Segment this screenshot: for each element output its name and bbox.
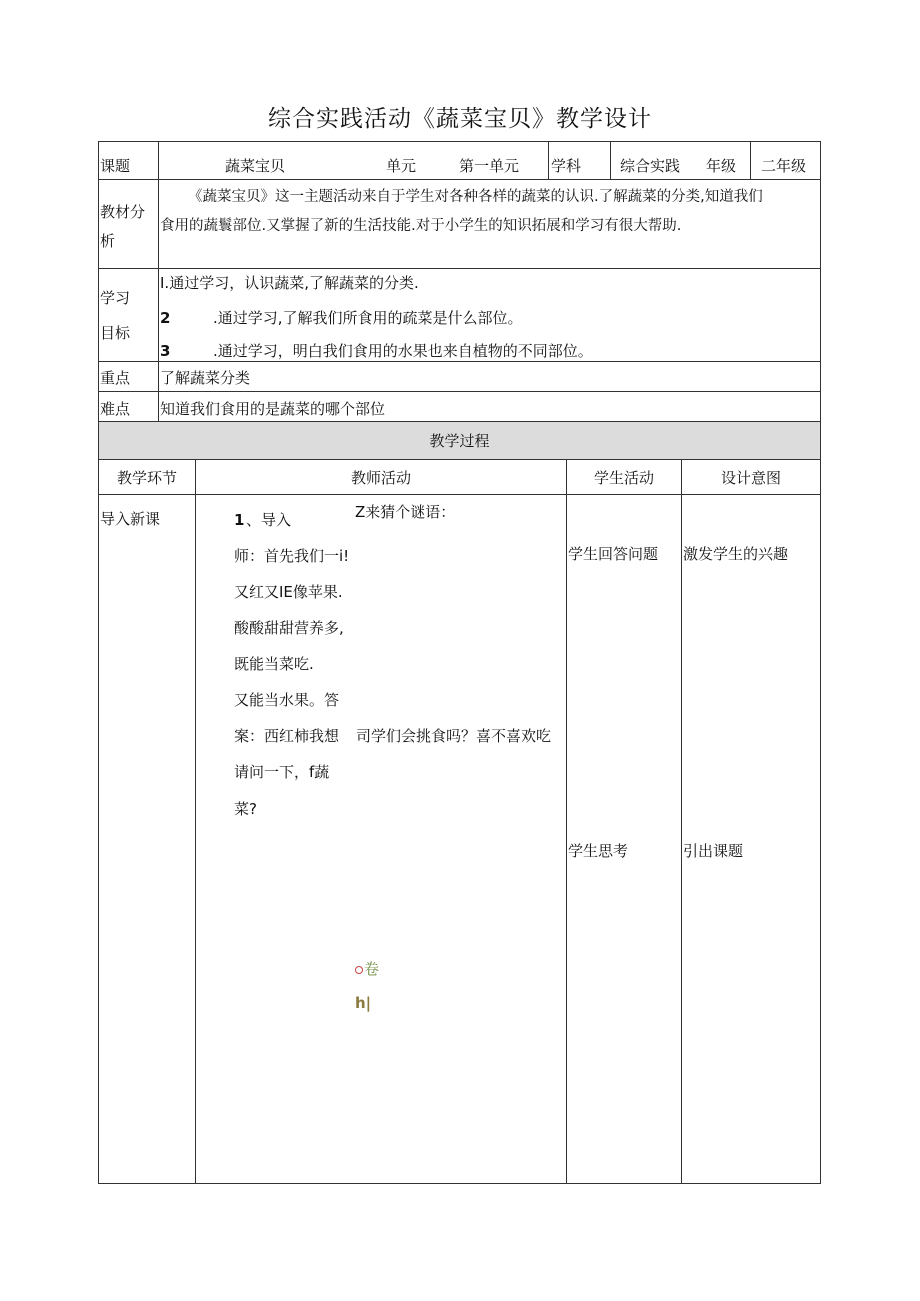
goal-1: I.通过学习，认识蔬菜,了解蔬菜的分类. (160, 274, 419, 292)
header-stage: 教学环节 (116, 469, 177, 487)
table-border-bottom (98, 1183, 821, 1184)
step-number: 1 (234, 511, 245, 529)
table-divider (610, 141, 611, 180)
teacher-line: 请问一下，f蔬 (234, 763, 330, 781)
table-divider (98, 494, 821, 495)
image-fragment (355, 958, 379, 979)
design-intent: 激发学生的兴趣 (683, 545, 789, 563)
teacher-line: 师：首先我们一i! (234, 547, 350, 565)
unit-value: 第一单元 (459, 157, 520, 175)
table-divider (98, 391, 821, 392)
teacher-line: 既能当菜吃. (234, 655, 314, 673)
student-activity: 学生思考 (568, 842, 629, 860)
image-fragment-text: 卷 (364, 960, 380, 978)
grade-label: 年级 (706, 157, 737, 175)
goals-label-cont: 目标 (100, 324, 131, 342)
stage-intro: 导入新课 (100, 510, 161, 528)
table-border-left (98, 141, 99, 1184)
table-border-top (98, 141, 821, 142)
goal-3: .通过学习，明白我们食用的水果也来自植物的不同部位。 (213, 342, 593, 360)
teacher-line-right: 司学们会挑食吗？喜不喜欢吃 (356, 727, 552, 745)
table-divider (195, 459, 196, 1184)
page-title: 综合实践活动《蔬菜宝贝》教学设计 (268, 106, 652, 132)
analysis-text-line-2: 食用的蔬鬟部位.又掌握了新的生活技能.对于小学生的知识拓展和学习有很大帮助. (160, 218, 682, 234)
table-divider (98, 361, 821, 362)
table-divider (681, 459, 682, 1184)
image-fragment-2: h| (355, 994, 372, 1012)
header-teacher: 教师活动 (350, 469, 411, 487)
process-title: 教学过程 (429, 432, 490, 450)
table-divider (548, 141, 549, 180)
teacher-line: 又能当水果。答 (234, 691, 340, 709)
table-divider (750, 141, 751, 180)
teacher-aside: Z来猜个谜语： (355, 503, 456, 521)
analysis-text-line-1: 《蔬菜宝贝》这一主题活动来自于学生对各种各样的蔬菜的认识.了解蔬菜的分类,知道我们 (188, 189, 763, 205)
subject-value: 综合实践 (620, 157, 681, 175)
student-activity: 学生回答问题 (568, 545, 659, 563)
goal-2: .通过学习,了解我们所食用的疏菜是什么部位。 (213, 309, 523, 327)
topic-value: 蔬菜宝贝 (225, 157, 286, 175)
dot-icon (355, 966, 363, 974)
teacher-line: 菜? (234, 800, 257, 818)
table-border-right (820, 141, 821, 1184)
difficulty-value: 知道我们食用的是蔬菜的哪个部位 (160, 400, 386, 418)
key-point-value: 了解蔬菜分类 (160, 369, 251, 387)
goal-3-number: 3 (160, 342, 171, 360)
subject-label: 学科 (551, 157, 582, 175)
analysis-label-cont: 析 (100, 232, 116, 250)
table-divider (98, 268, 821, 269)
table-divider (158, 141, 159, 422)
table-divider (98, 459, 821, 460)
teacher-line: 案：西红柿我想 (234, 727, 340, 745)
teacher-line: 酸酸甜甜营养多, (234, 619, 344, 637)
teacher-line: 又红又IE像苹果. (234, 583, 343, 601)
header-student: 学生活动 (593, 469, 654, 487)
difficulty-label: 难点 (100, 400, 131, 418)
table-divider (566, 459, 567, 1184)
grade-value: 二年级 (761, 157, 807, 175)
unit-label: 单元 (386, 157, 417, 175)
key-point-label: 重点 (100, 369, 131, 387)
design-intent: 引出课题 (683, 842, 744, 860)
step-title: 、导入 (246, 511, 292, 529)
analysis-label: 教材分 (100, 203, 146, 221)
header-intent: 设计意图 (720, 469, 781, 487)
goals-label: 学习 (100, 289, 131, 307)
goal-2-number: 2 (160, 309, 171, 327)
table-divider (98, 179, 821, 180)
topic-label: 课题 (100, 157, 131, 175)
